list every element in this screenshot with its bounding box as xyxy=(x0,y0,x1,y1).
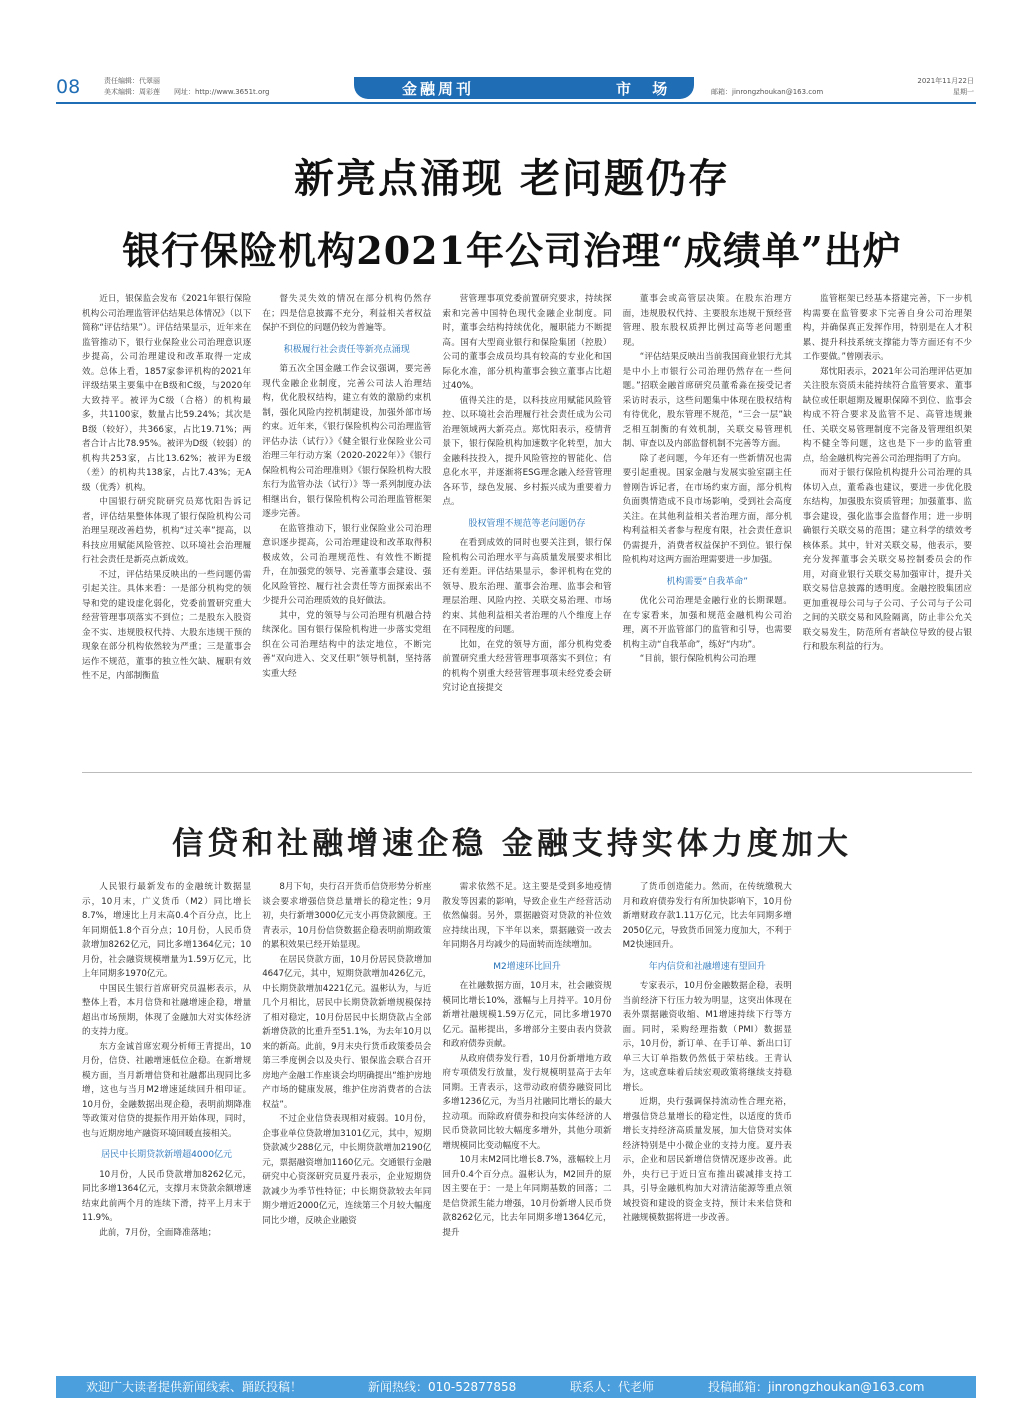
paragraph: 比如，在党的领导方面，部分机构党委前置研究重大经营管理事项落实不到位；有的机构个别重大经营管理事项未经党委会研究讨论直接提交 xyxy=(442,639,612,693)
paragraph: 10月末M2同比增长8.7%，涨幅较上月回升0.4个百分点。温彬认为，M2回升的原因主要在于：一是上年同期基数的回落；二是信贷派生能力增强，10月份新增人民币贷款8262亿元，比去年同期多增1364亿元，提升 xyxy=(442,1155,612,1238)
footer-email: 投稿邮箱：jinrongzhoukan@163.com xyxy=(708,1380,925,1394)
article1-title-line1: 新亮点涌现 老问题仍存 xyxy=(294,155,730,202)
paragraph: 8月下旬，央行召开货币信贷形势分析座谈会要求增强信贷总量增长的稳定性；9月初，央行新增3000亿元支小再贷款额度。王青表示，10月份信贷数据企稳表明前期政策的累积效果已经开始显现。 xyxy=(262,882,432,950)
paragraph: “评估结果反映出当前我国商业银行尤其是中小上市银行公司治理仍然存在一些问题。”招联金融首席研究员董希淼在接受记者采访时表示，这些问题集中体现在股权结构有待优化，股东管理不规范，“三会一层”缺乏相互制衡的有效机制，关联交易管理机制、审查以及内部监督机制不完善等方面。 xyxy=(622,352,792,449)
paragraph: 中国银行研究院研究员郑忱阳告诉记者，评估结果整体体现了银行保险机构公司治理呈现改善趋势，机构“过关率”提高，以科技应用赋能风险管控、以环境社会治理履行社会责任是新亮点新成效。 xyxy=(82,497,252,565)
website-url: 网址：http://www.3651t.org xyxy=(174,88,270,96)
paragraph: 其中，党的领导与公司治理有机融合持续深化。国有银行保险机构进一步落实党组织在公司治理结构中的法定地位，不断完善“双向进入、交叉任职”领导机制，坚持落实重大经 xyxy=(262,610,432,679)
subheading: M2增速环比回升 xyxy=(493,961,561,972)
article1-column-3 xyxy=(442,292,611,762)
paragraph: 人民银行最新发布的金融统计数据显示，10月末，广义货币（M2）同比增长8.7%，增速比上月末高0.4个百分点，比上年同期低1.8个百分点；10月份，人民币贷款增加8262亿元，同比多增1364亿元；10月份，社会融资规模增量为1.59万亿元，比上年同期多1970亿元。 xyxy=(82,882,252,979)
subheading: 机构需要“自我革命” xyxy=(666,576,748,587)
paragraph: “目前，银行保险机构公司治理 xyxy=(639,654,756,664)
paragraph: 而对于银行保险机构提升公司治理的具体切入点，董希淼也建议，要进一步优化股东结构，加强股东资质管理；加强董事、监事会建设，强化监事会监督作用；进一步明确银行关联交易的范围；建立科学的绩效考核体系。其中，针对关联交易，他表示，要充分发挥董事会关联交易控制委员会的作用，对商业银行关联交易加强审计，提升关联交易信息披露的透明度。金融控股集团应更加重视母公司与子公司、子公司与子公司之间的关联交易和风险隔离，防止非公允关联交易发生，防范所有者缺位导致的侵占银行和股东利益的行为。 xyxy=(802,468,972,652)
footer-hotline: 新闻热线：010-52877858 xyxy=(368,1380,517,1394)
paragraph: 专家表示，10月份金融数据企稳，表明当前经济下行压力较为明显，这突出体现在表外票据融资收缩、M1增速持续下行等方面。同时，采购经理指数（PMI）数据显示，10月份，新订单、在手订单、新出口订单三大订单指数仍然低于荣枯线。王青认为，这或意味着后续宏观政策将继续支持稳增长。 xyxy=(622,981,792,1093)
paragraph: 除了老问题，今年还有一些新情况也需要引起重视。国家金融与发展实验室副主任曾刚告诉记者，在市场约束方面，部分机构负面舆情造成不良市场影响，受到社会高度关注。在其他利益相关者治理方面，部分机构利益相关者参与程度有限，社会责任意识仍需提升，消费者权益保护不到位。银行保险机构对这两方面治理需要进一步加强。 xyxy=(622,453,792,565)
issue-date xyxy=(917,76,974,98)
date-text: 2021年11月22日 xyxy=(917,77,974,85)
paragraph: 在居民贷款方面，10月份居民贷款增加4647亿元，其中，短期贷款增加426亿元，中长期贷款增加4221亿元。温彬认为，与近几个月相比，居民中长期贷款新增规模保持了相对稳定，10月份居民中长期贷款占全部新增贷款的比重升至51.1%，为去年10月以来的新高。此前，9月末央行货币政策委员会第三季度例会以及央行、银保监会联合召开房地产金融工作座谈会均明确提出“维护房地产市场的健康发展，维护住房消费者的合法权益”。 xyxy=(262,954,432,1110)
footer-bar xyxy=(56,1376,976,1398)
article1-column-5 xyxy=(803,292,972,762)
section-name: 市 场 xyxy=(616,80,676,98)
paragraph: 在看到成效的同时也要关注到，银行保险机构公司治理水平与高质量发展要求相比还有差距。评估结果显示，参评机构在党的领导、股东治理、董事会治理、监事会和管理层治理、风险内控、关联交易治理、市场约束、其他利益相关者治理的八个维度上存在不同程度的问题。 xyxy=(442,538,612,635)
paragraph: 东方金诚首席宏观分析师王青提出，10月份，信贷、社融增速低位企稳。在新增规模方面，当月新增信贷和社融都出现同比多增，这也与当月M2增速延续回升相印证。10月份，金融数据出现企稳，表明前期降准等政策对信贷的提振作用开始体现，同时，也与近期房地产融资环境回暖直接相关。 xyxy=(82,1041,252,1139)
article1-column-2 xyxy=(262,292,431,762)
paragraph: 此前，7月份，全面降准落地； xyxy=(99,1227,217,1238)
article1-body xyxy=(82,292,972,762)
paragraph: 值得关注的是，以科技应用赋能风险管控、以环境社会治理履行社会责任成为公司治理领域两大新亮点。郑忱阳表示，疫情背景下，银行保险机构加速数字化转型，加大金融科技投入，提升风险管控的智能化、信息化水平，并逐渐将ESG理念融入经营管理各环节，绿色发展、乡村振兴成为重要着力点。 xyxy=(442,395,612,507)
section-divider xyxy=(82,772,972,773)
article2-column-4 xyxy=(623,880,792,1320)
paragraph: 从政府债券发行看，10月份新增地方政府专项债发行放量，发行规模明显高于去年同期。王青表示，这带动政府债券融资同比多增1236亿元，为当月社融同比增长的最大拉动项。而除政府债券和投向实体经济的人民币贷款同比较大幅度多增外，其他分项新增规模同比变动幅度不大。 xyxy=(442,1053,612,1151)
paragraph: 中国民生银行首席研究员温彬表示，从整体上看，本月信贷和社融增速企稳，增量超出市场预期，体现了金融加大对实体经济的支持力度。 xyxy=(82,983,252,1037)
footer-slogan: 欢迎广大读者提供新闻线索、踊跃投稿！ xyxy=(86,1380,303,1394)
article1-column-1 xyxy=(82,292,251,762)
paragraph: 近日，银保监会发布《2021年银行保险机构公司治理监管评估结果总体情况》（以下简称“评估结果”）。评估结果显示，近年来在监管推动下，银行业保险业公司治理意识逐步提高，公司治理建设和改革取得一定成效。总体上看，1857家参评机构的2021年评级结果主要集中在B级和C级，与2020年大致持平。被评为C级（合格）的机构最多，共1100家，数量占比59.24%；其次是B级（较好），共366家，占比19.71%；两者合计占比78.95%。被评为D级（较弱）的机构共253家，占比13.62%；被评为E级（差）的机构共138家，占比7.43%；无A级（优秀）机构。 xyxy=(82,294,252,493)
brand-name: 金融周刊 xyxy=(402,80,475,98)
article1-column-4 xyxy=(623,292,792,762)
paragraph: 优化公司治理是金融行业的长期课题。在专家看来，加强和规范金融机构公司治理，离不开监管部门的监管和引导，也需要机构主动“自我革命”，练好“内功”。 xyxy=(622,596,792,650)
art-editor: 美术编辑：周彩莲 xyxy=(104,88,160,96)
article2-column-2 xyxy=(262,880,431,1320)
paragraph: 需求依然不足。这主要是受到多地疫情散发等因素的影响，导致企业生产经营活动依然偏弱。另外，票据融资对贷款的补位效应持续出现，下半年以来，票据融资一改去年同期各月均减少的局面转而连续增加。 xyxy=(442,882,612,950)
paragraph: 在监管推动下，银行业保险业公司治理意识逐步提高，公司治理建设和改革取得积极成效，公司治理规范性、有效性不断提升，在加强党的领导、完善董事会建设、强化风险管控、履行社会责任等方面探索出不少提升公司治理质效的良好做法。 xyxy=(262,523,432,606)
paragraph: 第五次全国金融工作会议强调，要完善现代金融企业制度，完善公司法人治理结构，优化股权结构，建立有效的激励约束机制，强化风险内控机制建设，加强外部市场约束。近年来，《银行保险机构公司治理监管评估办法（试行）》《健全银行业保险业公司治理三年行动方案（2020-2022年）》《银行保险机构公司治理准则》《银行保险机构大股东行为监管办法（试行）》等一系列制度办法相继出台，银行保险机构公司治理监管框架逐步完善。 xyxy=(262,364,432,519)
paragraph: 监管框架已经基本搭建完善，下一步机构需要在监管要求下完善自身公司治理架构，并确保真正发挥作用，特别是在人才积累、提升科技系统支撑能力等方面还有不少工作要做。”曾刚表示。 xyxy=(802,294,972,362)
article2-column-3 xyxy=(442,880,611,1320)
subheading: 股权管理不规范等老问题仍存 xyxy=(468,518,586,529)
paragraph: 董事会或高管层决策。在股东治理方面，违规股权代持、主要股东违规干预经营管理、股东股权质押比例过高等老问题重现。 xyxy=(622,294,792,348)
article2-body xyxy=(82,880,972,1320)
page-header xyxy=(56,74,976,104)
article1-title-line2: 银行保险机构2021年公司治理“成绩单”出炉 xyxy=(122,228,902,273)
weekday-text: 星期一 xyxy=(953,88,974,96)
subheading: 居民中长期贷款新增超4000亿元 xyxy=(101,1150,233,1160)
paragraph: 营管理事项党委前置研究要求，持续探索和完善中国特色现代金融企业制度。同时，董事会结构持续优化，履职能力不断提高。国有大型商业银行和保险集团（控股）公司的董事会成员均具有较高的专业化和国际化水准，部分机构董事会独立董事占比超过40%。 xyxy=(442,294,612,391)
page-number: 08 xyxy=(56,76,81,98)
paragraph: 不过企业信贷表现相对疲弱。10月份，企事业单位贷款增加3101亿元，其中，短期贷款减少288亿元，中长期贷款增加2190亿元，票据融资增加1160亿元。交通银行金融研究中心资深研究员夏丹表示，企业短期贷款减少为季节性特征；中长期贷款较去年同期少增近2000亿元，连续第三个月较大幅度同比少增，反映企业融资 xyxy=(262,1114,432,1226)
header-email: 邮箱：jinrongzhoukan@163.com xyxy=(711,88,824,96)
subheading: 积极履行社会责任等新亮点涌现 xyxy=(283,344,410,355)
footer-contact: 联系人：代老师 xyxy=(570,1380,655,1394)
subheading: 年内信贷和社融增速有望回升 xyxy=(648,961,766,972)
article2-title: 信贷和社融增速企稳 金融支持实体力度加大 xyxy=(172,826,852,862)
paragraph: 近期，央行强调保持流动性合理充裕，增强信贷总量增长的稳定性，以适度的货币增长支持经济高质量发展，加大信贷对实体经济特别是中小微企业的支持力度。夏丹表示，企业和居民新增信贷情况逐步改善。此外，央行已于近日宣布推出碳减排支持工具，引导金融机构加大对清洁能源等重点领域投资和建设的资金支持，预计未来信贷和社融规模数据将进一步改善。 xyxy=(622,1097,792,1223)
paragraph: 郑忱阳表示，2021年公司治理评估更加关注股东资质未能持续符合监管要求、董事缺位或任职超期及履职保障不到位、监事会构成不符合要求及监管不足、高管违规兼任、关联交易管理制度不完备及管理组织架构不健全等问题，这也是下一步的监管重点，给金融机构完善公司治理指明了方向。 xyxy=(802,366,972,464)
paragraph: 不过，评估结果反映出的一些问题仍需引起关注。具体来看：一是部分机构党的领导和党的建设虚化弱化，党委前置研究重大经营管理事项落实不到位；二是股东入股资金不实、违规股权代持、大股东违规干预的现象在部分机构依然较为严重；三是董事会运作不规范，董事的独立性欠缺、履职有效性不足，内部制衡监 xyxy=(82,569,252,681)
article2-column-1 xyxy=(82,880,251,1320)
paragraph: 了货币创造能力。然而，在传统缴税大月和政府债券发行有所加快影响下，10月份新增财政存款1.11万亿元，比去年同期多增2050亿元，导致货币回笼力度加大，不利于M2快速回升。 xyxy=(622,882,792,950)
paragraph: 10月份，人民币贷款增加8262亿元，同比多增1364亿元，支撑月末贷款余额增速结束此前两个月的连续下滑，持平上月末于11.9%。 xyxy=(82,1169,252,1223)
paragraph: 在社融数据方面，10月末，社会融资规模同比增长10%，涨幅与上月持平。10月份新增社融规模1.59万亿元，同比多增1970亿元。温彬提出，多增部分主要由表内贷款和政府债券贡献。 xyxy=(442,981,612,1049)
paragraph: 督失灵失效的情况在部分机构仍然存在；四是信息披露不充分，利益相关者权益保护不到位的问题仍较为普遍等。 xyxy=(262,294,432,333)
editor-credits xyxy=(104,76,160,98)
responsible-editor: 责任编辑：代翠丽 xyxy=(104,77,160,85)
